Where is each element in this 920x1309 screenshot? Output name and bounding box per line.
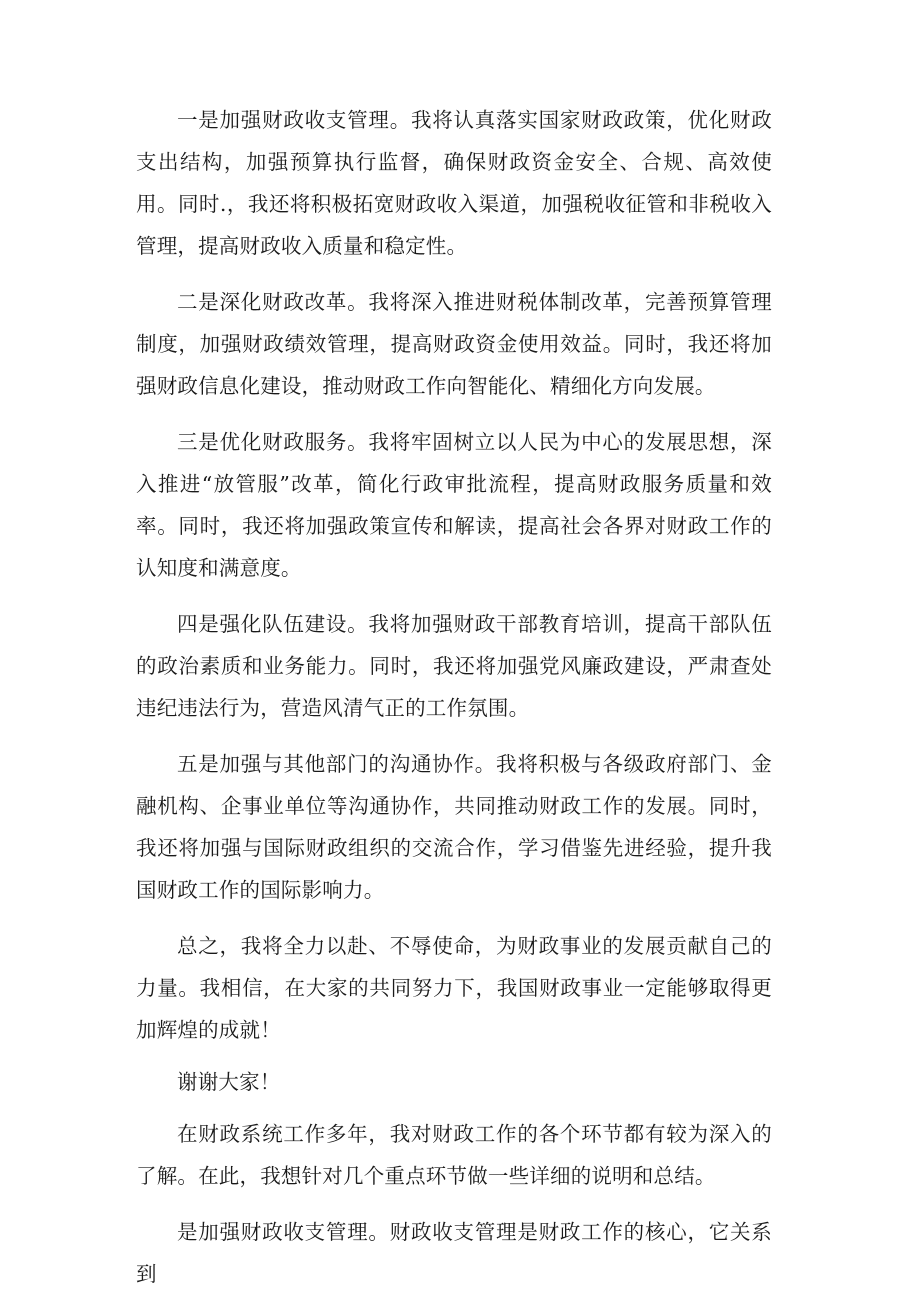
paragraph-revenue-expense: 是加强财政收支管理。财政收支管理是财政工作的核心，它关系到 [136,1220,772,1286]
paragraph-finance-reform: 二是深化财政改革。我将深入推进财税体制改革，完善预算管理制度，加强财政绩效管理，提高财政资金使用效益。同时，我还将加强财政信息化建设，推动财政工作向智能化、精细化方向发展。 [136,290,772,398]
paragraph-thanks: 谢谢大家！ [177,1070,281,1094]
paragraph-finance-management: 一是加强财政收支管理。我将认真落实国家财政政策，优化财政支出结构，加强预算执行监督，确保财政资金安全、合规、高效使用。同时.，我还将积极拓宽财政收入渠道，加强税收征管和非税收入管理，提高财政收入质量和稳定性。 [136,108,772,258]
document-page [136,99,772,1309]
paragraph-team-building: 四是强化队伍建设。我将加强财政干部教育培训，提高干部队伍的政治素质和业务能力。同时，我还将加强党风廉政建设，严肃查处违纪违法行为，营造风清气正的工作氛围。 [136,612,772,720]
paragraph-conclusion: 总之，我将全力以赴、不辱使命，为财政事业的发展贡献自己的力量。我相信，在大家的共同努力下，我国财政事业一定能够取得更加辉煌的成就！ [136,934,772,1042]
paragraph-finance-service: 三是优化财政服务。我将牢固树立以人民为中心的发展思想，深入推进“放管服”改革，简化行政审批流程，提高财政服务质量和效率。同时，我还将加强政策宣传和解读，提高社会各界对财政工作的认知度和满意度。 [136,430,772,580]
paragraph-cooperation: 五是加强与其他部门的沟通协作。我将积极与各级政府部门、金融机构、企事业单位等沟通协作，共同推动财政工作的发展。同时，我还将加强与国际财政组织的交流合作，学习借鉴先进经验，提升我国财政工作的国际影响力。 [136,752,772,902]
paragraph-intro-summary: 在财政系统工作多年，我对财政工作的各个环节都有较为深入的了解。在此，我想针对几个重点环节做一些详细的说明和总结。 [136,1122,772,1188]
